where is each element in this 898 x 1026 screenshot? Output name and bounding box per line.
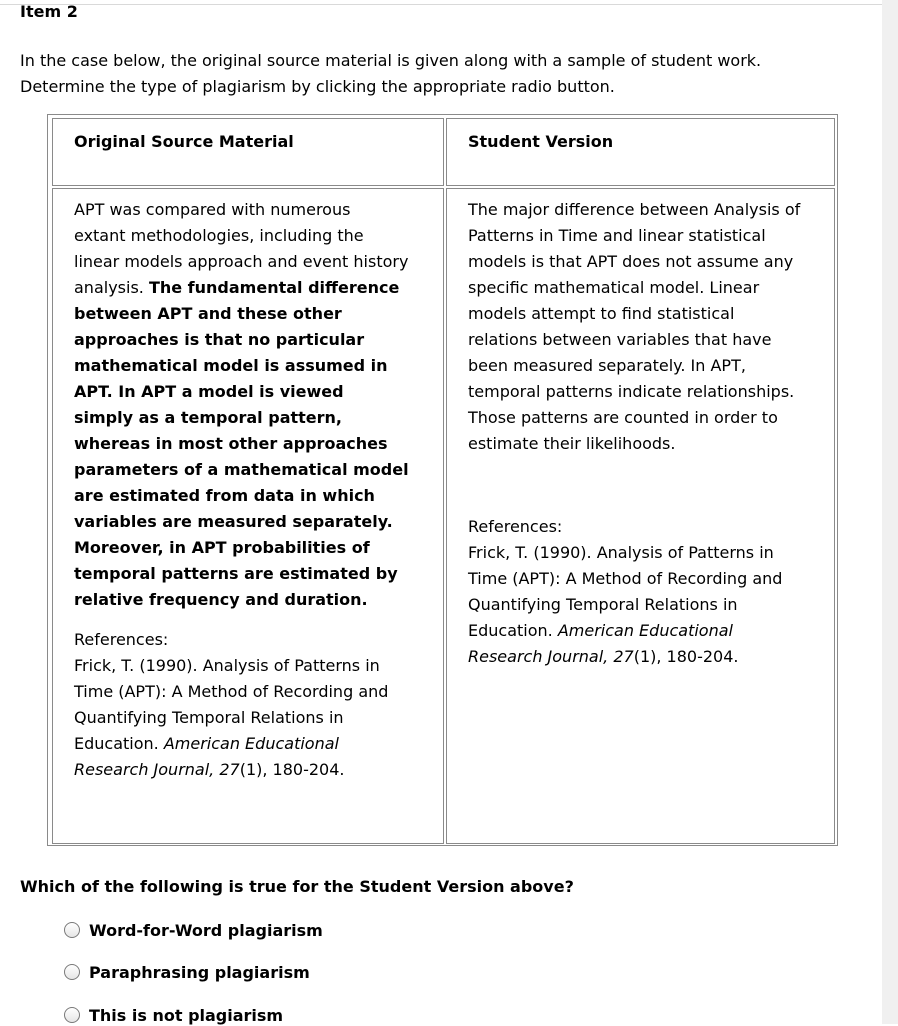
original-line: between APT and these other [74, 304, 342, 323]
page-scroll-gutter [882, 0, 898, 1024]
option-word-for-word[interactable] [64, 919, 323, 941]
reference-line: Quantifying Temporal Relations in [74, 708, 344, 727]
original-references [74, 627, 388, 783]
reference-line: Quantifying Temporal Relations in [468, 595, 738, 614]
student-line: Those patterns are counted in order to [468, 408, 778, 427]
option-label[interactable]: This is not plagiarism [89, 1005, 284, 1025]
instructions-line-2: Determine the type of plagiarism by clicking the appropriate radio button. [20, 77, 615, 96]
original-line: simply as a temporal pattern, [74, 408, 342, 427]
item-title: Item 2 [20, 2, 78, 21]
option-paraphrasing[interactable] [64, 961, 310, 983]
student-line: models attempt to find statistical [468, 304, 735, 323]
option-not-plagiarism[interactable] [64, 1004, 283, 1026]
student-line: estimate their likelihoods. [468, 434, 676, 453]
student-references [468, 514, 782, 670]
header-cell-student [446, 118, 835, 186]
student-line: relations between variables that have [468, 330, 772, 349]
student-line: specific mathematical model. Linear [468, 278, 760, 297]
reference-line: Research Journal, 27(1), 180-204. [468, 647, 739, 666]
student-version-header: Student Version [468, 132, 614, 151]
original-line: are estimated from data in which [74, 486, 375, 505]
references-label: References: [468, 517, 563, 536]
original-source-text [74, 197, 409, 613]
student-version-cell [446, 188, 835, 844]
option-label[interactable]: Paraphrasing plagiarism [89, 962, 310, 982]
original-line: parameters of a mathematical model [74, 460, 409, 479]
original-source-cell [52, 188, 444, 844]
student-line: The major difference between Analysis of [468, 200, 801, 219]
original-line: temporal patterns are estimated by [74, 564, 398, 583]
original-line: APT was compared with numerous [74, 200, 351, 219]
original-line: approaches is that no particular [74, 330, 365, 349]
radio-button[interactable] [64, 1007, 80, 1023]
reference-line: Frick, T. (1990). Analysis of Patterns in [74, 656, 380, 675]
reference-line: Time (APT): A Method of Recording and [74, 682, 389, 701]
question-prompt: Which of the following is true for the Student Version above? [20, 877, 574, 896]
comparison-table [47, 114, 838, 846]
student-line: been measured separately. In APT, [468, 356, 746, 375]
original-line: linear models approach and event history [74, 252, 409, 271]
reference-line: Research Journal, 27(1), 180-204. [74, 760, 345, 779]
instructions [20, 48, 860, 100]
reference-line: Education. American Educational [74, 734, 339, 753]
original-line: mathematical model is assumed in [74, 356, 388, 375]
reference-line: Frick, T. (1990). Analysis of Patterns in [468, 543, 774, 562]
original-line: Moreover, in APT probabilities of [74, 538, 370, 557]
student-line: temporal patterns indicate relationships. [468, 382, 795, 401]
original-line: APT. In APT a model is viewed [74, 382, 344, 401]
original-line: variables are measured separately. [74, 512, 393, 531]
radio-button[interactable] [64, 922, 80, 938]
header-cell-original [52, 118, 444, 186]
reference-line: Education. American Educational [468, 621, 733, 640]
student-line: Patterns in Time and linear statistical [468, 226, 766, 245]
original-line: relative frequency and duration. [74, 590, 368, 609]
original-source-header: Original Source Material [74, 132, 294, 151]
student-version-text [468, 197, 800, 457]
student-line: models is that APT does not assume any [468, 252, 794, 271]
original-line: extant methodologies, including the [74, 226, 364, 245]
radio-button[interactable] [64, 964, 80, 980]
option-label[interactable]: Word-for-Word plagiarism [89, 920, 323, 940]
reference-line: Time (APT): A Method of Recording and [468, 569, 783, 588]
top-divider [0, 4, 882, 5]
references-label: References: [74, 630, 169, 649]
instructions-line-1: In the case below, the original source material is given along with a sample of student work. [20, 51, 762, 70]
original-line: analysis. The fundamental difference [74, 278, 400, 297]
original-line: whereas in most other approaches [74, 434, 388, 453]
